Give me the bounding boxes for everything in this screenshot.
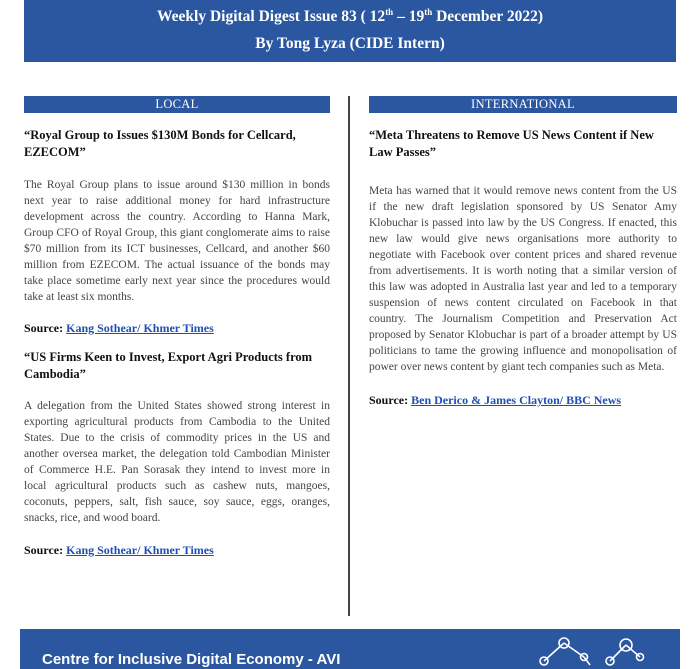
local-heading: LOCAL bbox=[24, 96, 330, 113]
source-label: Source: bbox=[24, 321, 64, 335]
source-link[interactable]: Kang Sothear/ Khmer Times bbox=[66, 543, 214, 557]
article-source bbox=[369, 393, 677, 408]
source-label: Source: bbox=[369, 393, 409, 407]
article-headline: “US Firms Keen to Invest, Export Agri Products from Cambodia” bbox=[24, 350, 313, 381]
article-headline: “Meta Threatens to Remove US News Content if New Law Passes” bbox=[369, 128, 654, 159]
international-heading: INTERNATIONAL bbox=[369, 96, 677, 113]
article-body: A delegation from the United States showed strong interest in exporting agricultural products from Cambodia to the United States. Due to the crisis of commodity prices in the US and another oversea market, the delegation told Cambodian Minister of Commerce H.E. Pan Sorasak they intend to invest more in local agricultural products such as cashew nuts, mangoes, coconuts, peppers, salt, fish sauce, soy sauce, eggs, oranges, snacks, rice, and wood board. bbox=[24, 400, 330, 524]
source-label: Source: bbox=[24, 543, 64, 557]
article-headline: “Royal Group to Issues $130M Bonds for Cellcard, EZECOM” bbox=[24, 128, 296, 159]
footer-banner bbox=[20, 629, 680, 669]
international-column bbox=[369, 96, 677, 408]
article-source bbox=[24, 543, 330, 558]
article-source bbox=[24, 321, 330, 336]
network-nodes-icon bbox=[530, 631, 650, 669]
article-body: The Royal Group plans to issue around $130 million in bonds next year to raise additional money for hard infrastructure development across the country. According to Hanna Mark, Group CFO of Royal Group, this giant conglomerate aims to raise $70 million from its ICT businesses, Cellcard, and another $60 million from EZECOM. The actual issuance of the bonds may take place sometime early next year since the procedures would take at least six months. bbox=[24, 179, 330, 303]
column-divider bbox=[348, 96, 350, 616]
byline: By Tong Lyza (CIDE Intern) bbox=[255, 35, 445, 52]
header-banner bbox=[24, 0, 676, 62]
source-link[interactable]: Kang Sothear/ Khmer Times bbox=[66, 321, 214, 335]
digest-title: Weekly Digital Digest Issue 83 ( 12th – 19th December 2022) bbox=[157, 7, 543, 26]
article-body: Meta has warned that it would remove news content from the US if the new draft legislation sponsored by US Senator Amy Klobuchar is passed into law by the US Congress. If enacted, this new law would give news organisations more authority to negotiate with Facebook over content prices and shared revenue from advertisements. It is worth noting that a similar version of this law was adopted in Australia last year and led to a temporary suspension of news content circulated on Facebook in that country. The Journalism Competition and Preservation Act proposed by Senator Klobuchar is part of a broader attempt by US politicians to tame the growing influence and monopolisation of power over news content by giant tech companies such as Meta. bbox=[369, 185, 677, 373]
source-link[interactable]: Ben Derico & James Clayton/ BBC News bbox=[411, 393, 622, 407]
footer-text: Centre for Inclusive Digital Economy - AVI bbox=[42, 651, 341, 668]
local-column bbox=[24, 96, 330, 558]
